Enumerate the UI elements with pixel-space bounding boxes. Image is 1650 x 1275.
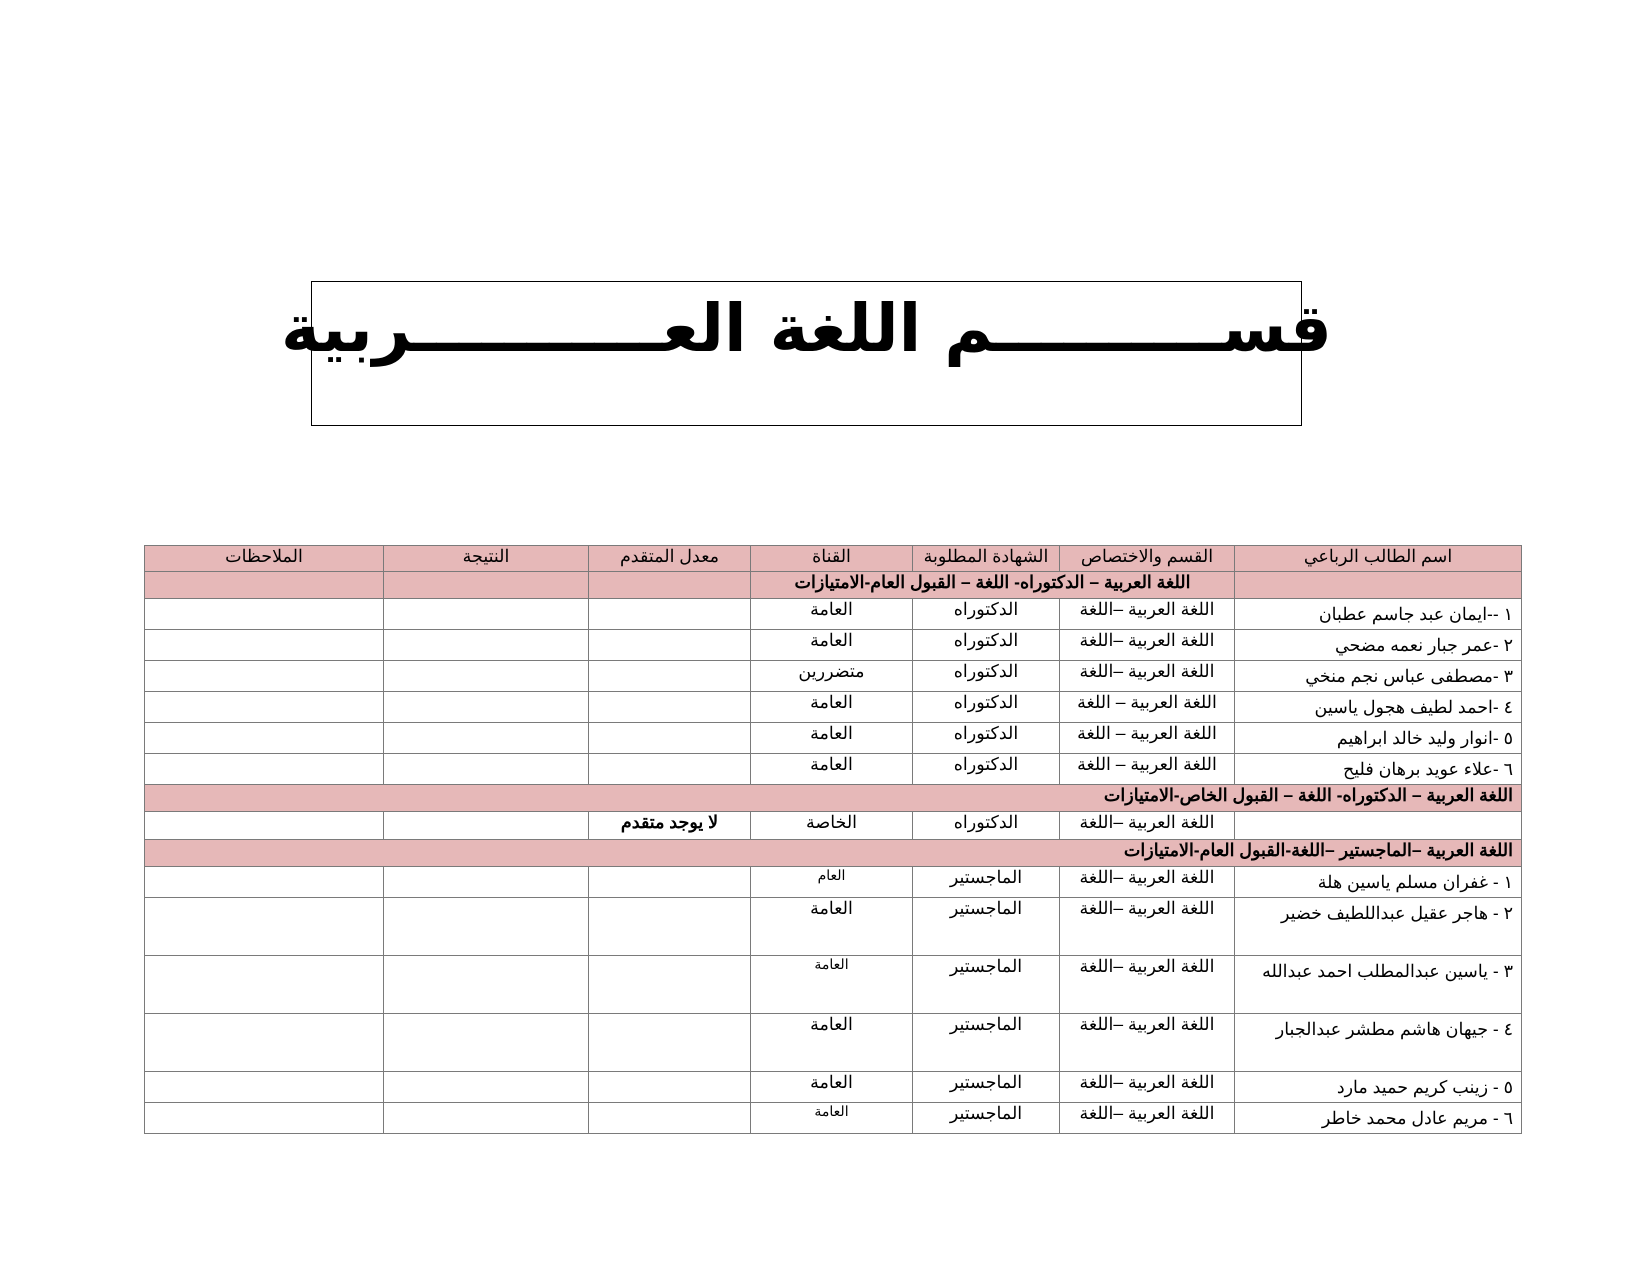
department: اللغة العربية –اللغة (1060, 867, 1235, 898)
student-name: ٥ -انوار وليد خالد ابراهيم (1235, 723, 1522, 754)
average (589, 599, 751, 630)
header-student-name: اسم الطالب الرباعي (1235, 546, 1522, 572)
channel: العامة (751, 956, 913, 1014)
degree: الدكتوراه (913, 599, 1060, 630)
department: اللغة العربية –اللغة (1060, 812, 1235, 840)
student-name: ٦ - مريم عادل محمد خاطر (1235, 1103, 1522, 1134)
notes (145, 1103, 384, 1134)
table-row (145, 1014, 1522, 1072)
result (384, 1014, 589, 1072)
department: اللغة العربية –اللغة (1060, 661, 1235, 692)
table-row (145, 661, 1522, 692)
channel: العامة (751, 898, 913, 956)
degree: الماجستير (913, 1072, 1060, 1103)
table-row (145, 1072, 1522, 1103)
department: اللغة العربية –اللغة (1060, 630, 1235, 661)
admissions-table (144, 545, 1522, 1134)
student-name: ١ --ايمان عبد جاسم عطبان (1235, 599, 1522, 630)
notes (145, 812, 384, 840)
section-heading-blank (1235, 572, 1522, 599)
student-name: ٣ -مصطفى عباس نجم منخي (1235, 661, 1522, 692)
department: اللغة العربية – اللغة (1060, 723, 1235, 754)
table-row (145, 898, 1522, 956)
student-name: ٢ -عمر جبار نعمه مضحي (1235, 630, 1522, 661)
degree: الماجستير (913, 1103, 1060, 1134)
result (384, 723, 589, 754)
student-name: ١ - غفران مسلم ياسين هلة (1235, 867, 1522, 898)
degree: الدكتوراه (913, 661, 1060, 692)
table-row (145, 754, 1522, 785)
average (589, 1103, 751, 1134)
average (589, 1072, 751, 1103)
section-heading-row (145, 785, 1522, 812)
section-heading: اللغة العربية – الدكتوراه- اللغة – القبول العام-الامتيازات (751, 572, 1235, 599)
section-heading: اللغة العربية –الماجستير –اللغة-القبول العام-الامتيازات (145, 840, 1522, 867)
channel: العامة (751, 599, 913, 630)
header-row (145, 546, 1522, 572)
degree: الدكتوراه (913, 723, 1060, 754)
result (384, 898, 589, 956)
table-row (145, 630, 1522, 661)
result (384, 630, 589, 661)
channel: العامة (751, 723, 913, 754)
average (589, 898, 751, 956)
table-row (145, 956, 1522, 1014)
result (384, 599, 589, 630)
header-average: معدل المتقدم (589, 546, 751, 572)
degree: الماجستير (913, 1014, 1060, 1072)
department: اللغة العربية –اللغة (1060, 599, 1235, 630)
channel: العامة (751, 692, 913, 723)
degree: الدكتوراه (913, 812, 1060, 840)
student-name: ٥ - زينب كريم حميد مارد (1235, 1072, 1522, 1103)
result (384, 754, 589, 785)
header-result: النتيجة (384, 546, 589, 572)
student-name: ٤ - جيهان هاشم مطشر عبدالجبار (1235, 1014, 1522, 1072)
department: اللغة العربية –اللغة (1060, 1014, 1235, 1072)
student-name: ٦ -علاء عويد برهان فليح (1235, 754, 1522, 785)
average (589, 867, 751, 898)
result (384, 1103, 589, 1134)
page-title: قســــــــــم اللغة العـــــــــــربية (281, 290, 1332, 367)
student-name: ٣ - ياسين عبدالمطلب احمد عبدالله (1235, 956, 1522, 1014)
section-heading: اللغة العربية – الدكتوراه- اللغة – القبول الخاص-الامتيازات (145, 785, 1522, 812)
degree: الدكتوراه (913, 754, 1060, 785)
notes (145, 754, 384, 785)
department: اللغة العربية –اللغة (1060, 898, 1235, 956)
table-row (145, 723, 1522, 754)
degree: الماجستير (913, 867, 1060, 898)
table-row (145, 867, 1522, 898)
notes (145, 1014, 384, 1072)
student-name: ٤ -احمد لطيف هجول ياسين (1235, 692, 1522, 723)
table-row (145, 692, 1522, 723)
section-heading-row (145, 840, 1522, 867)
degree: الماجستير (913, 898, 1060, 956)
notes (145, 661, 384, 692)
degree: الماجستير (913, 956, 1060, 1014)
department: اللغة العربية –اللغة (1060, 956, 1235, 1014)
table-row (145, 812, 1522, 840)
channel: متضررين (751, 661, 913, 692)
notes (145, 898, 384, 956)
result (384, 661, 589, 692)
channel: العامة (751, 630, 913, 661)
channel: العام (751, 867, 913, 898)
average (589, 1014, 751, 1072)
header-channel: القناة (751, 546, 913, 572)
notes (145, 630, 384, 661)
title-box (281, 281, 1332, 426)
average (589, 956, 751, 1014)
result (384, 956, 589, 1014)
average (589, 661, 751, 692)
result (384, 867, 589, 898)
channel: العامة (751, 1103, 913, 1134)
degree: الدكتوراه (913, 630, 1060, 661)
section-heading-row (145, 572, 1522, 599)
average (589, 630, 751, 661)
header-notes: الملاحظات (145, 546, 384, 572)
result (384, 812, 589, 840)
channel: الخاصة (751, 812, 913, 840)
degree: الدكتوراه (913, 692, 1060, 723)
average (589, 723, 751, 754)
table-row (145, 599, 1522, 630)
average: لا يوجد متقدم (589, 812, 751, 840)
header-degree: الشهادة المطلوبة (913, 546, 1060, 572)
notes (145, 692, 384, 723)
notes (145, 723, 384, 754)
header-department: القسم والاختصاص (1060, 546, 1235, 572)
department: اللغة العربية – اللغة (1060, 754, 1235, 785)
notes (145, 956, 384, 1014)
average (589, 692, 751, 723)
notes (145, 599, 384, 630)
channel: العامة (751, 1014, 913, 1072)
channel: العامة (751, 754, 913, 785)
department: اللغة العربية – اللغة (1060, 692, 1235, 723)
table-row (145, 1103, 1522, 1134)
channel: العامة (751, 1072, 913, 1103)
department: اللغة العربية –اللغة (1060, 1103, 1235, 1134)
notes (145, 1072, 384, 1103)
result (384, 692, 589, 723)
student-name (1235, 812, 1522, 840)
department: اللغة العربية –اللغة (1060, 1072, 1235, 1103)
student-name: ٢ - هاجر عقيل عبداللطيف خضير (1235, 898, 1522, 956)
result (384, 1072, 589, 1103)
notes (145, 867, 384, 898)
average (589, 754, 751, 785)
